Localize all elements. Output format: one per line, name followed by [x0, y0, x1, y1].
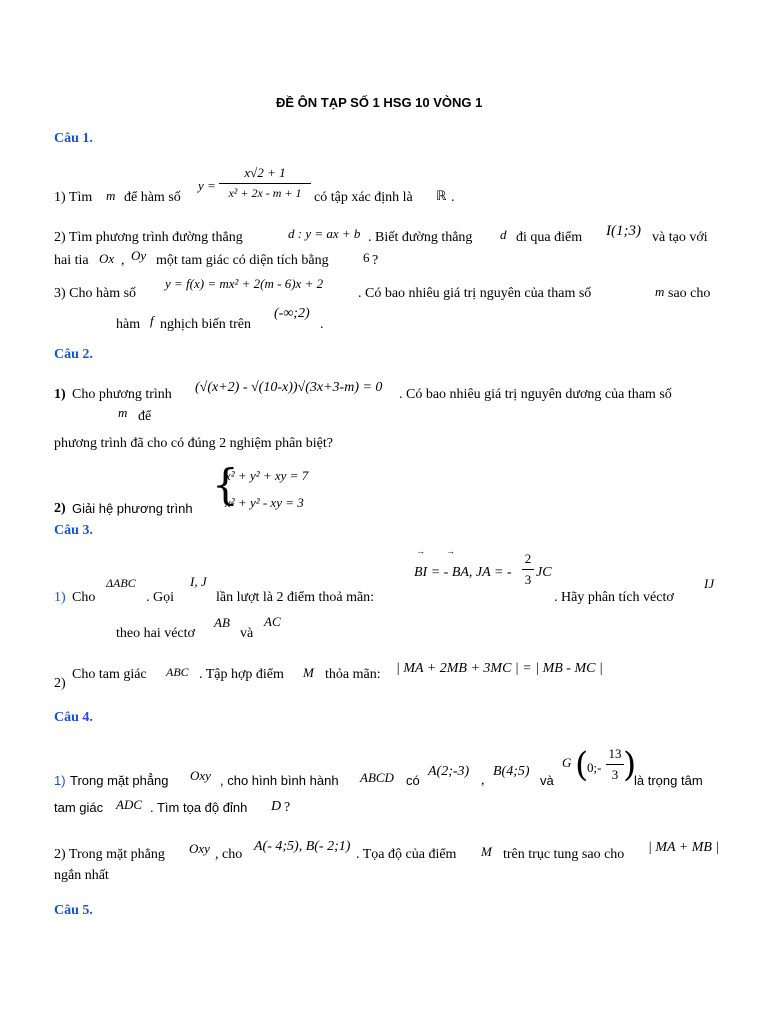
cau1-q3-end1: sao cho	[668, 286, 711, 301]
cau1-q2-line-eq: d : y = ax + b	[288, 226, 361, 241]
cau2-q2-eq2: x² + y² - xy = 3	[225, 495, 304, 510]
cau1-q1-prefix: 1) Tìm	[54, 190, 93, 205]
cau4-q1-prefix: Trong mặt phẳng	[70, 773, 169, 788]
page-title: ĐỀ ÔN TẠP SỐ 1 HSG 10 VÒNG 1	[276, 95, 483, 110]
cau1-q1-end: .	[451, 190, 455, 205]
cau2-q1-num: 1)	[54, 387, 66, 402]
cau4-q2-mid3: trên trục tung sao cho	[503, 847, 625, 862]
cau1-q2-six: 6	[363, 250, 370, 265]
cau4-q1-abcd: ABCD	[360, 770, 394, 785]
cau4-q1-num: 1)	[54, 773, 66, 788]
cau3-q1-vec-right: JC	[536, 565, 552, 580]
vector-arrow-ba-icon: →	[446, 546, 455, 556]
cau3-q2-var-m: M	[303, 665, 314, 680]
cau3-heading: Câu 3.	[54, 523, 93, 538]
cau3-q1-mid2: lần lượt là 2 điểm thoả mãn:	[216, 590, 375, 605]
cau1-q3-var-f: f	[150, 313, 154, 328]
cau3-q1-frac-num: 2	[524, 551, 532, 566]
cau1-q1-denominator: x² + 2x - m + 1	[228, 186, 302, 200]
cau2-q1-mid: . Có bao nhiêu giá trị nguyên dương của tham số	[399, 387, 672, 402]
cau3-q2-mid2: thỏa mãn:	[325, 667, 381, 682]
cau1-heading: Câu 1.	[54, 131, 93, 146]
cau1-q3-line2-prefix: hàm	[116, 317, 141, 332]
cau4-q1-comma: ,	[481, 773, 485, 788]
cau1-q3-func: y = f(x) = mx² + 2(m - 6)x + 2	[165, 276, 324, 291]
cau4-q1-g-inner: 0;-	[587, 760, 602, 775]
cau4-q2-prefix: 2) Trong mặt phẳng	[54, 847, 165, 862]
cau2-q2-eq1: x² + y² + xy = 7	[225, 468, 309, 483]
cau4-q1-co: có	[406, 773, 420, 788]
cau4-q2-mid2: . Tọa độ của điểm	[356, 847, 457, 862]
cau4-q1-end1: là trọng tâm	[634, 773, 703, 788]
cau4-q1-oxy: Oxy	[190, 768, 211, 783]
cau4-q2-expr: | MA + MB |	[648, 840, 720, 855]
cau2-q1-equation: (√(x+2) - √(10-x))√(3x+3-m) = 0	[195, 380, 383, 395]
fraction-bar	[522, 569, 534, 570]
cau1-q2-mid1: . Biết đường thẳng	[368, 230, 473, 245]
cau1-q2-line2-mid: một tam giác có diện tích bằng	[156, 253, 329, 268]
cau1-q2-line2-prefix: hai tia	[54, 253, 89, 268]
cau3-q2-condition: | MA + 2MB + 3MC | = | MB - MC |	[396, 661, 603, 676]
cau3-q1-frac-den: 3	[524, 572, 532, 587]
cau3-q1-num: 1)	[54, 590, 66, 605]
system-brace: {	[212, 460, 239, 509]
cau2-q1-de: để	[138, 409, 152, 424]
cau4-q1-point-a: A(2;-3)	[428, 764, 470, 779]
cau1-q1-numerator: x√2 + 1	[244, 165, 286, 180]
cau1-q1-suffix: có tập xác định là	[314, 190, 413, 205]
cau1-q1-mid: để hàm số	[124, 190, 181, 205]
cau2-q1-var-m: m	[118, 405, 128, 420]
real-set-icon: ℝ	[436, 189, 447, 204]
cau3-q1-ij: I, J	[190, 574, 207, 589]
cau4-q2-line2: ngắn nhất	[54, 868, 109, 883]
cau1-q1-y-eq: y =	[198, 178, 216, 193]
cau1-q2-prefix: 2) Tìm phương trình đường thẳng	[54, 230, 243, 245]
fraction-bar	[219, 183, 311, 184]
cau3-q2-abc: ABC	[166, 665, 189, 679]
cau4-q1-line2-prefix: tam giác	[54, 800, 104, 815]
cau1-q2-oy: Oy	[131, 248, 147, 263]
cau1-q3-var-m: m	[655, 284, 665, 299]
cau1-q1-var-m: m	[106, 188, 116, 203]
cau2-q1-line3: phương trình đã cho có đúng 2 nghiệm phân biệt?	[54, 436, 333, 451]
cau4-q1-g-label: G	[562, 755, 572, 770]
cau1-q3-dot: .	[320, 317, 324, 332]
cau1-q2-mid3: và tạo với	[652, 230, 708, 245]
cau4-q1-adc: ADC	[116, 797, 142, 812]
vector-arrow-bi-icon: →	[416, 546, 425, 556]
cau3-q1-prefix: Cho	[72, 590, 96, 605]
g-right-paren: )	[623, 745, 637, 785]
cau1-q2-comma: ,	[121, 253, 125, 268]
cau4-q1-va: và	[540, 773, 554, 788]
cau1-q1-fraction	[219, 165, 311, 201]
cau4-q1-line2-mid: . Tìm tọa độ đỉnh	[150, 800, 248, 815]
cau3-q1-ij-vec: IJ	[704, 576, 715, 591]
cau1-q2-point-i: I(1;3)	[606, 223, 641, 239]
cau4-q1-qmark: ?	[284, 800, 291, 815]
cau3-q1-fraction	[522, 551, 534, 588]
cau3-q1-ac: AC	[264, 614, 281, 629]
cau4-heading: Câu 4.	[54, 710, 93, 725]
cau4-q1-g-num: 13	[608, 746, 622, 761]
cau2-q2-num: 2)	[54, 501, 66, 516]
cau4-q2-oxy: Oxy	[189, 841, 210, 856]
cau3-q2-mid: . Tập hợp điểm	[199, 667, 284, 682]
cau3-q1-mid3: . Hãy phân tích véctơ	[554, 590, 674, 605]
cau4-q1-g-den: 3	[611, 767, 619, 782]
cau2-q2-prefix: Giải hệ phương trình	[72, 501, 193, 516]
cau1-q2-qmark: ?	[372, 253, 379, 268]
cau2-heading: Câu 2.	[54, 347, 93, 362]
cau4-q1-point-b: B(4;5)	[493, 764, 530, 779]
fraction-bar	[606, 764, 624, 765]
cau1-q3-line2-mid: nghịch biến trên	[160, 317, 251, 332]
cau4-q1-mid1: , cho hình bình hành	[220, 773, 339, 788]
cau3-q1-mid1: . Gọi	[146, 590, 174, 605]
cau1-q3-mid: . Có bao nhiêu giá trị nguyên của tham số	[358, 286, 592, 301]
cau3-q1-ab: AB	[214, 615, 230, 630]
cau1-q2-ox: Ox	[99, 251, 115, 266]
cau3-q1-triangle: ΔABC	[106, 576, 136, 590]
cau1-q2-var-d: d	[500, 227, 507, 242]
cau3-q2-num: 2)	[54, 676, 66, 691]
cau4-q2-points: A(- 4;5), B(- 2;1)	[254, 839, 351, 854]
g-left-paren: (	[575, 745, 589, 785]
cau4-q2-var-m: M	[481, 844, 492, 859]
cau4-q1-g-fraction	[606, 746, 624, 783]
cau1-q3-interval: (-∞;2)	[274, 306, 310, 321]
cau3-q2-prefix: Cho tam giác	[72, 667, 147, 682]
cau1-q2-mid2: đi qua điểm	[516, 230, 583, 245]
cau2-q1-prefix: Cho phương trình	[72, 387, 172, 402]
cau3-q1-line2-prefix: theo hai véctơ	[116, 626, 195, 641]
cau5-heading: Câu 5.	[54, 903, 93, 918]
cau4-q1-var-d: D	[271, 799, 282, 814]
cau3-q1-va: và	[240, 626, 254, 641]
cau4-q2-mid1: , cho	[215, 847, 243, 862]
cau3-q1-vec-left: BI = - BA, JA = -	[414, 565, 512, 580]
cau1-q3-prefix: 3) Cho hàm số	[54, 286, 137, 301]
